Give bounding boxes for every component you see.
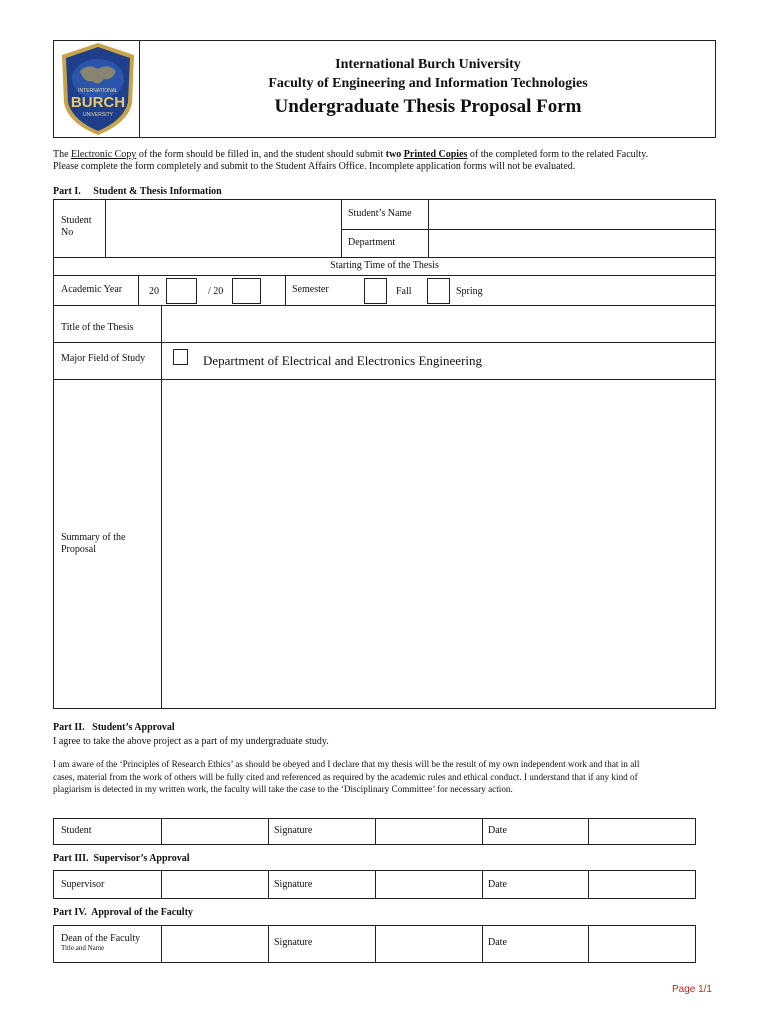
starting-time-label: Starting Time of the Thesis: [330, 260, 439, 271]
part4-heading: Part IV. Approval of the Faculty: [53, 907, 193, 918]
university-logo: [58, 41, 138, 137]
ethics-line-2: cases, material from the work of others will be fully cited and referenced as required by the academic rules and ethical conduct. I understand that if any kind of: [53, 772, 638, 782]
part1-title: Student & Thesis Information: [93, 186, 222, 197]
major-field-option: Department of Electrical and Electronics Engineering: [203, 353, 483, 368]
svg-text:UNIVERSITY: UNIVERSITY: [82, 112, 114, 118]
grid-line: [341, 199, 342, 257]
major-field-label: Major Field of Study: [61, 353, 146, 364]
electronic-copy-text: Electronic Copy: [71, 149, 137, 160]
agree-text: I agree to take the above project as a part of my undergraduate study.: [53, 736, 329, 747]
year-start-input[interactable]: [166, 278, 197, 304]
form-title: Undergraduate Thesis Proposal Form: [274, 96, 582, 117]
supervisor-date-label: Date: [488, 879, 507, 890]
grid-line: [285, 275, 286, 305]
grid-line: [268, 818, 269, 845]
university-name: International Burch University: [335, 57, 521, 72]
grid-line: [482, 870, 483, 899]
thesis-title-field[interactable]: [162, 306, 715, 341]
fall-label: Fall: [396, 286, 412, 297]
intro-text-1: The: [53, 149, 72, 160]
student-date-label: Date: [488, 825, 507, 836]
summary-label-1: Summary of the: [61, 532, 126, 543]
supervisor-label: Supervisor: [61, 879, 105, 890]
ethics-line-3: plagiarism is detected in my written work, the faculty will take the case to the ‘Disciplinary Committee’ for necessary action.: [53, 784, 513, 794]
grid-line: [53, 342, 716, 343]
fall-checkbox[interactable]: [364, 278, 387, 304]
dean-label: Dean of the Faculty: [61, 933, 141, 944]
grid-line: [268, 870, 269, 899]
part2-heading: Part II. Student’s Approval: [53, 722, 175, 733]
dean-signature-label: Signature: [274, 937, 313, 948]
student-sign-label: Student: [61, 825, 92, 836]
part1-heading: [53, 186, 222, 198]
students-name-field[interactable]: [429, 200, 715, 228]
spring-checkbox[interactable]: [427, 278, 450, 304]
part3-heading: Part III. Supervisor’s Approval: [53, 853, 190, 864]
grid-line: [268, 925, 269, 963]
part1-number: Part I.: [53, 186, 81, 197]
intro-text-2: of the form should be filled in, and the student should submit: [136, 149, 386, 160]
student-date-field[interactable]: [589, 819, 695, 844]
dean-date-label: Date: [488, 937, 507, 948]
printed-copies-text: Printed Copies: [403, 149, 468, 160]
intro-line-2: Please complete the form completely and submit to the Student Affairs Office. Incomplete application forms will not be evaluated.: [53, 161, 576, 172]
intro-line-1: [53, 149, 648, 161]
semester-label: Semester: [292, 284, 329, 295]
summary-label-2: Proposal: [61, 544, 96, 555]
two-text: two: [385, 149, 402, 160]
student-no-label-2: No: [61, 227, 74, 238]
department-label: Department: [348, 237, 396, 248]
spring-label: Spring: [456, 286, 483, 297]
dean-sub-label: Title and Name: [61, 944, 105, 952]
svg-text:BURCH: BURCH: [70, 94, 126, 111]
supervisor-name-field[interactable]: [162, 871, 267, 898]
academic-year-label: Academic Year: [61, 284, 123, 295]
grid-line: [53, 275, 716, 276]
grid-line: [482, 925, 483, 963]
department-field[interactable]: [429, 230, 715, 256]
summary-field[interactable]: [162, 380, 715, 708]
svg-text:INTERNATIONAL: INTERNATIONAL: [78, 88, 118, 94]
student-no-field[interactable]: [106, 200, 340, 256]
student-name-field[interactable]: [162, 819, 267, 844]
intro-text-3: of the completed form to the related Faculty.: [467, 149, 649, 160]
grid-line: [138, 275, 139, 305]
faculty-name: Faculty of Engineering and Information Technologies: [268, 76, 588, 91]
dean-name-field[interactable]: [162, 926, 267, 962]
major-field-checkbox[interactable]: [173, 349, 188, 365]
title-of-thesis-label: Title of the Thesis: [61, 322, 134, 333]
supervisor-signature-field[interactable]: [376, 871, 481, 898]
ethics-line-1: I am aware of the ‘Principles of Research Ethics’ as should be obeyed and I declare that my thesis will be the result of my own independent work and that in all: [53, 759, 640, 769]
students-name-label: Student’s Name: [348, 208, 412, 219]
student-signature-field[interactable]: [376, 819, 481, 844]
dean-signature-field[interactable]: [376, 926, 481, 962]
year-end-input[interactable]: [232, 278, 261, 304]
grid-line: [482, 818, 483, 845]
student-signature-label: Signature: [274, 825, 313, 836]
year-prefix-2: / 20: [208, 286, 224, 297]
supervisor-date-field[interactable]: [589, 871, 695, 898]
dean-date-field[interactable]: [589, 926, 695, 962]
supervisor-signature-label: Signature: [274, 879, 313, 890]
year-prefix-1: 20: [149, 286, 159, 297]
student-no-label-1: Student: [61, 215, 92, 226]
page-number: Page 1/1: [671, 984, 712, 995]
grid-line: [53, 257, 716, 258]
